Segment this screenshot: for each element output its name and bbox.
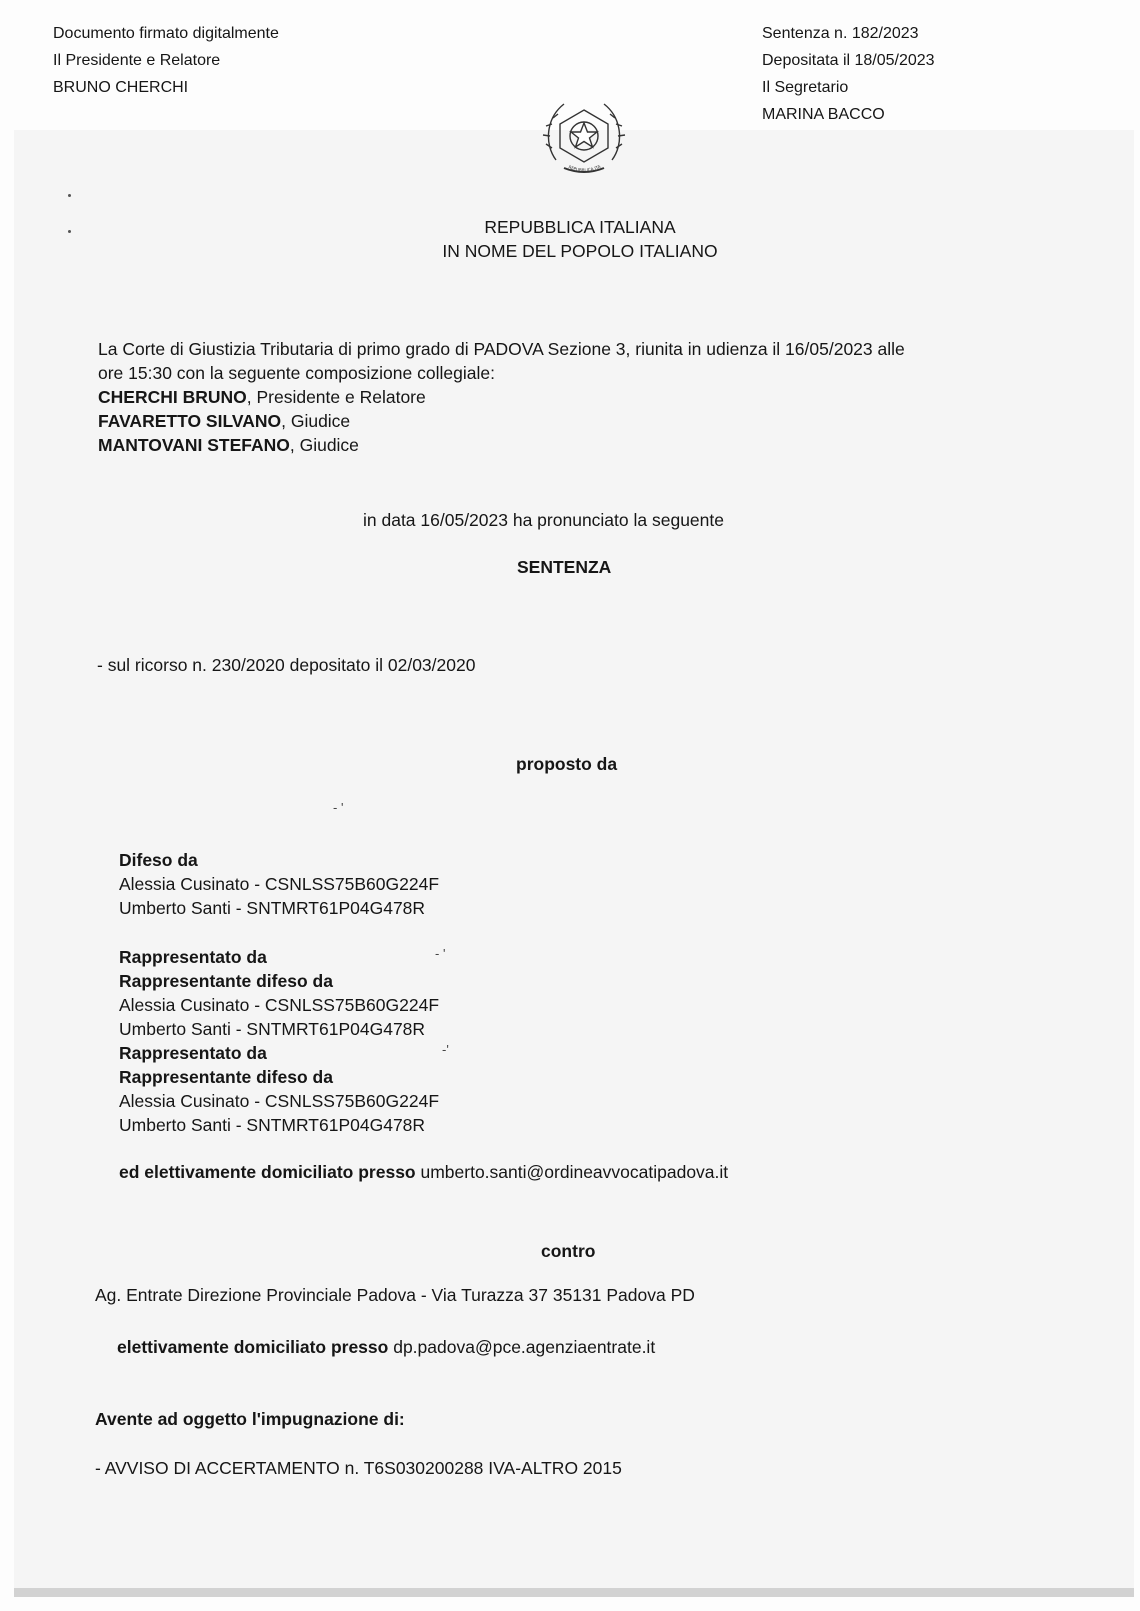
representation-block-1 <box>119 945 439 1041</box>
judge-row <box>98 385 426 409</box>
defender: Alessia Cusinato - CSNLSS75B60G224F <box>119 874 440 894</box>
redaction-mark: -' <box>442 1042 449 1057</box>
redaction-mark: - ' <box>435 946 446 961</box>
judge-name: CHERCHI BRUNO <box>98 387 247 407</box>
ricorso-line: - sul ricorso n. 230/2020 depositato il 02/03/2020 <box>97 655 476 675</box>
emblem-ribbon-text: REPUBBLICA ITA <box>567 163 602 173</box>
signature-line-1: Documento firmato digitalmente <box>53 25 279 42</box>
scan-speck <box>68 194 71 197</box>
rappresentato-label: Rappresentato da <box>119 947 267 967</box>
signature-block <box>53 20 279 101</box>
defender: Umberto Santi - SNTMRT61P04G478R <box>119 1115 426 1135</box>
sentenza-heading: SENTENZA <box>517 557 612 577</box>
title-line-1: REPUBBLICA ITALIANA <box>484 217 676 237</box>
court-intro-line-2: ore 15:30 con la seguente composizione collegiale: <box>98 363 495 383</box>
domicile-label: elettivamente domiciliato presso <box>117 1337 389 1357</box>
svg-text:REPUBBLICA ITALIANA <box>538 90 601 173</box>
signature-line-3: BRUNO CHERCHI <box>53 79 189 96</box>
domicile-email: dp.padova@pce.agenziaentrate.it <box>388 1337 656 1357</box>
redaction-mark: - ' <box>333 800 344 815</box>
domicile-email: umberto.santi@ordineavvocatipadova.it <box>415 1162 729 1182</box>
secretary-label: Il Segretario <box>762 79 849 96</box>
secretary-name: MARINA BACCO <box>762 106 885 123</box>
oggetto-heading: Avente ad oggetto l'impugnazione di: <box>95 1409 405 1429</box>
oggetto-item: - AVVISO DI ACCERTAMENTO n. T6S030200288 IVA-ALTRO 2015 <box>95 1458 622 1478</box>
judge-role: , Giudice <box>281 411 351 431</box>
defender: Alessia Cusinato - CSNLSS75B60G224F <box>119 1091 440 1111</box>
defender: Alessia Cusinato - CSNLSS75B60G224F <box>119 995 440 1015</box>
signature-line-2: Il Presidente e Relatore <box>53 52 221 69</box>
court-intro-line-1: La Corte di Giustizia Tributaria di primo grado di PADOVA Sezione 3, riunita in udienza il 16/05/2023 alle <box>98 339 905 359</box>
rappresentato-label: Rappresentato da <box>119 1043 267 1063</box>
rappresentante-difeso-label: Rappresentante difeso da <box>119 971 333 991</box>
pronounced-line: in data 16/05/2023 ha pronunciato la seguente <box>363 510 724 530</box>
defender: Umberto Santi - SNTMRT61P04G478R <box>119 1019 426 1039</box>
deposit-date: Depositata il 18/05/2023 <box>762 52 935 69</box>
judge-name: FAVARETTO SILVANO <box>98 411 282 431</box>
judge-row <box>98 409 426 433</box>
emblem-icon <box>538 90 630 182</box>
title-line-2: IN NOME DEL POPOLO ITALIANO <box>442 241 718 261</box>
filing-block <box>762 20 935 128</box>
scan-bottom-edge <box>14 1588 1134 1597</box>
judge-role: , Presidente e Relatore <box>246 387 426 407</box>
judge-name: MANTOVANI STEFANO <box>98 435 290 455</box>
domicile-line <box>119 1160 728 1184</box>
domicile-label: ed elettivamente domiciliato presso <box>119 1162 416 1182</box>
contro-heading: contro <box>541 1241 596 1261</box>
respondent-line: Ag. Entrate Direzione Provinciale Padova - Via Turazza 37 35131 Padova PD <box>95 1285 695 1305</box>
scan-speck <box>68 230 71 233</box>
sentence-number: Sentenza n. 182/2023 <box>762 25 919 42</box>
proposto-da-heading: proposto da <box>516 754 618 774</box>
court-intro <box>98 337 905 385</box>
representation-block-2 <box>119 1041 439 1137</box>
document-title <box>370 215 790 263</box>
defender: Umberto Santi - SNTMRT61P04G478R <box>119 898 426 918</box>
respondent-domicile-line <box>117 1335 655 1359</box>
judge-row <box>98 433 426 457</box>
rappresentante-difeso-label: Rappresentante difeso da <box>119 1067 333 1087</box>
difeso-label: Difeso da <box>119 850 198 870</box>
judge-role: , Giudice <box>289 435 359 455</box>
judges-list <box>98 385 426 457</box>
defense-block <box>119 848 439 920</box>
